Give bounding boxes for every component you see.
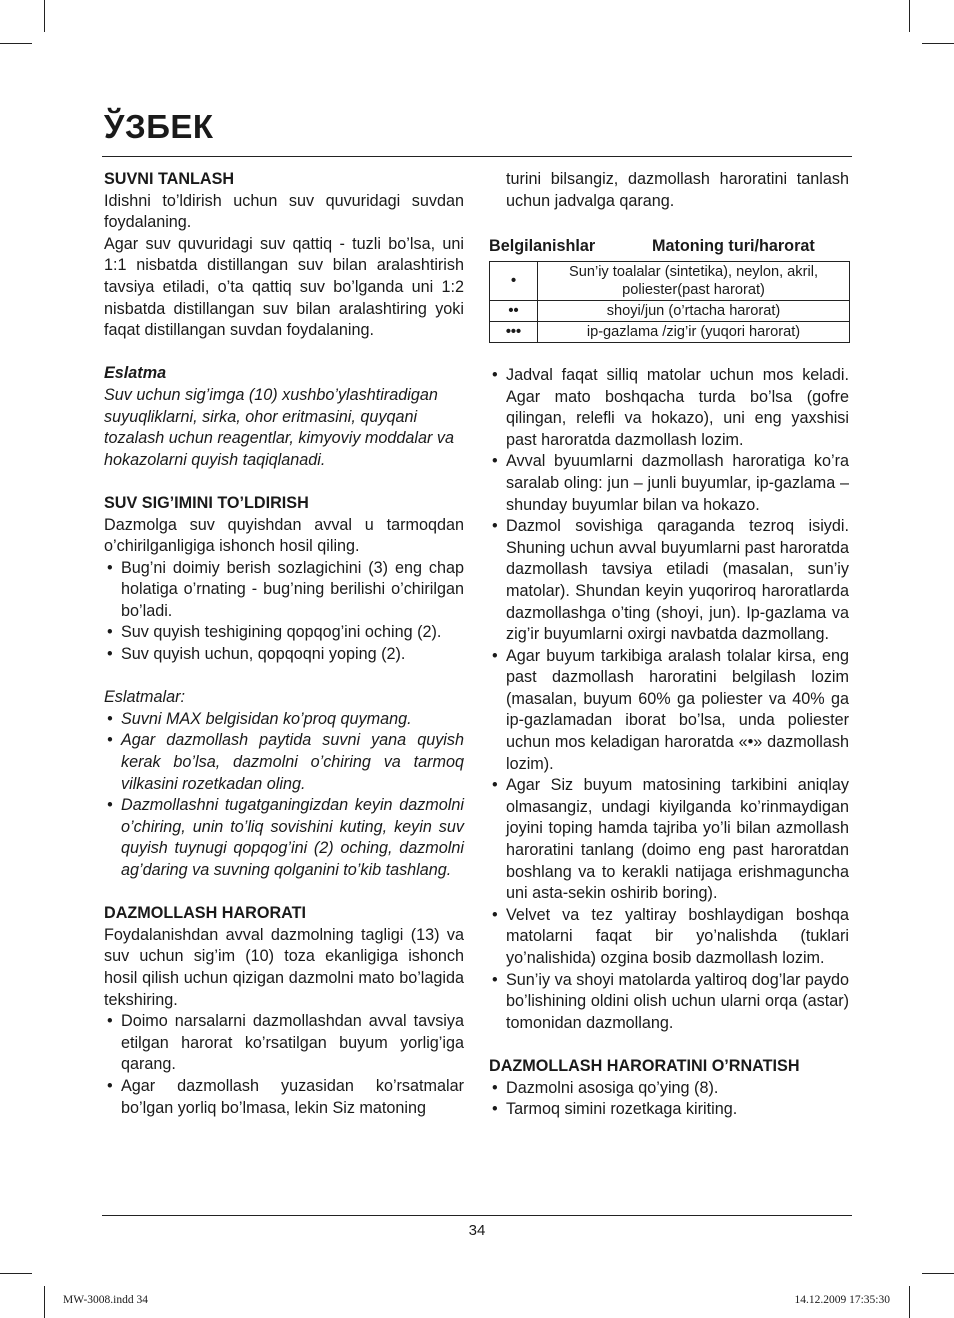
footer-timestamp: 14.12.2009 17:35:30 [794, 1294, 890, 1306]
list-item: • Jadval faqat silliq matolar uchun mos keladi. Agar mato boshqacha turda bo’lsa (gofre qilingan, relefli va hokazo), uni eng yaxshisi past haroratda dazmollash lozim. [489, 365, 849, 451]
section-heading-setting: DAZMOLLASH HARORATINI O’RNATISH [489, 1056, 800, 1075]
crop-mark [0, 43, 32, 44]
table-header [489, 236, 849, 258]
list-item: • Velvet va tez yaltiray boshlaydigan boshqa matolarni faqat bir yo’nalishda (tuklari yo’nalishida) ozgina bosib dazmollash lozim. [489, 905, 849, 970]
crop-mark [922, 43, 954, 44]
table-cell-symbol: ••• [490, 322, 538, 343]
table-header-fabric: Matoning turi/harorat [652, 236, 815, 255]
left-column [104, 169, 464, 1119]
right-column [489, 169, 849, 1121]
list-item: • Dazmollashni tugatganingizdan keyin dazmolni o’chiring, unin to’liq sovishini kuting, keyin suv quyish tuynugi qopqog’ini (2) oching, dazmolni ag’daring va suvning qolganini to’kib tashlang. [104, 795, 464, 881]
section-heading-temperature: DAZMOLLASH HARORATI [104, 904, 307, 923]
paragraph: Agar suv quvuridagi suv qattiq - tuzli bo’lsa, uni 1:1 nisbatda distillangan suv bilan aralashtirish tavsiya etiladi, o’ta qattiq suv bo’lganda uni 1:2 nisbatda distillangan suv bilan aralashtiring yoki faqat distillangan suvdan foydalaning. [104, 234, 464, 340]
section-heading-water: SUVNI TANLASH [104, 170, 235, 188]
page-title: ЎЗБЕК [104, 108, 214, 145]
table-cell-text: Sun’iy toalalar (sintetika), neylon, akril, poliester(past harorat) [538, 262, 850, 301]
page-number: 34 [468, 1222, 486, 1239]
section-heading-fill: SUV SIG’IMINI TO’LDIRISH [104, 493, 309, 512]
crop-mark [909, 0, 910, 32]
list-item: • Dazmol sovishiga qaraganda tezroq isiydi. Shuning uchun avval buyumlarni past haroratda dazmollash tavsiya etiladi (masalan, sun’iy matolar). Shundan keyin yuqoriroq haroratlarda dazmollashga o’ting (shoyi, jun). Ip-gazlama va zig’ir buyumlarni oxirgi navbatda dazmollang. [489, 516, 849, 646]
list-item: • Suv quyish uchun, qopqoqni yoping (2). [104, 644, 464, 666]
list-item: • Agar dazmollash yuzasidan ko’rsatmalar bo’lgan yorliq bo’lmasa, lekin Siz matoning [104, 1076, 464, 1119]
paragraph-continued: turini bilsangiz, dazmollash haroratini tanlash uchun jadvalga qarang. [506, 170, 849, 210]
list-item: • Dazmolni asosiga qo’ying (8). [489, 1078, 849, 1100]
list-item: • Agar Siz buyum matosining tarkibini aniqlay olmasangiz, undagi kiyilganda ko’rinmaydigan joyini toping hamda tajriba yo’li bilan azmollash haroratini tanlang (doimo eng past haroratdan boshlang va to kerakli natijaga erishmaguncha uni asta-sekin oshirib boring). [489, 775, 849, 905]
bullet-list [489, 365, 849, 1034]
crop-mark [922, 1273, 954, 1274]
temperature-table [489, 261, 850, 343]
table-header-symbols: Belgilanishlar [489, 236, 596, 255]
paragraph: Dazmolga suv quyishdan avval u tarmoqdan o’chirilganligiga ishonch hosil qiling. [104, 515, 464, 556]
crop-mark [44, 0, 45, 32]
table-cell-symbol: • [490, 262, 538, 301]
notes-heading: Eslatmalar: [104, 688, 185, 707]
list-item: • Doimo narsalarni dazmollashdan avval tavsiya etilgan harorat ko’rsatilgan buyum yorlig’iga qarang. [104, 1011, 464, 1076]
bullet-list [104, 558, 464, 666]
crop-mark [44, 1286, 45, 1318]
list-item: • Agar buyum tarkibiga aralash tolalar kirsa, eng past dazmollash haroratini belgilash lozim (masalan, buyum 60% ga poliester va 40% ga ip-gazlamadan iborat bo’lsa, unda poliester uchun mos keladigan haroratda «•» dazmollash lozim). [489, 646, 849, 776]
paragraph: Idishni to’ldirish uchun suv quvuridagi suvdan foydalaning. [104, 191, 464, 232]
note-text: Suv uchun sig’imga (10) xushbo’ylashtiradigan suyuqliklarni, sirka, ohor eritmasini, quyqani tozalash uchun reagentlar, kimyoviy moddalar va hokazolarni quyish taqiqlanadi. [104, 385, 455, 469]
crop-mark [0, 1273, 32, 1274]
table-row [490, 262, 850, 301]
list-item: • Bug’ni doimiy berish sozlagichini (3) eng chap holatiga o’rnating - bug’ning berilishi o’chirilgan bo’ladi. [104, 558, 464, 623]
paragraph: Foydalanishdan avval dazmolning tagligi (13) va suv uchun sig’im (10) toza ekanligiga ishonch hosil qilish uchun qizigan dazmolni mato bo’lagida tekshiring. [104, 925, 464, 1009]
header-rule [102, 156, 852, 157]
bullet-list [104, 1011, 464, 1119]
list-item: • Agar dazmollash paytida suvni yana quyish kerak bo’lsa, dazmolni o’chiring va tarmoq vilkasini rozetkadan oling. [104, 730, 464, 795]
table-cell-text: shoyi/jun (o’rtacha harorat) [538, 301, 850, 322]
footer-file-name: MW-3008.indd 34 [63, 1294, 148, 1306]
crop-mark [909, 1286, 910, 1318]
note-heading: Eslatma [104, 364, 167, 383]
table-cell-symbol: •• [490, 301, 538, 322]
notes-list [104, 709, 464, 882]
list-item: • Tarmoq simini rozetkaga kiriting. [489, 1099, 849, 1121]
table-row [490, 301, 850, 322]
list-item: • Suvni MAX belgisidan ko’proq quymang. [104, 709, 464, 731]
list-item: • Sun’iy va shoyi matolarda yaltiroq dog’lar paydo bo’lishining oldini olish uchun ularni orqa (astar) tomonidan dazmollang. [489, 970, 849, 1035]
list-item: • Avval byuumlarni dazmollash haroratiga ko’ra saralab oling: jun – junli buyumlar, ip-gazlama – shunday buyumlar bilan va hokazo. [489, 451, 849, 516]
footer-rule [102, 1215, 852, 1216]
list-item: • Suv quyish teshigining qopqog’ini oching (2). [104, 622, 464, 644]
table-cell-text: ip-gazlama /zig’ir (yuqori harorat) [538, 322, 850, 343]
table-row [490, 322, 850, 343]
bullet-list [489, 1078, 849, 1121]
